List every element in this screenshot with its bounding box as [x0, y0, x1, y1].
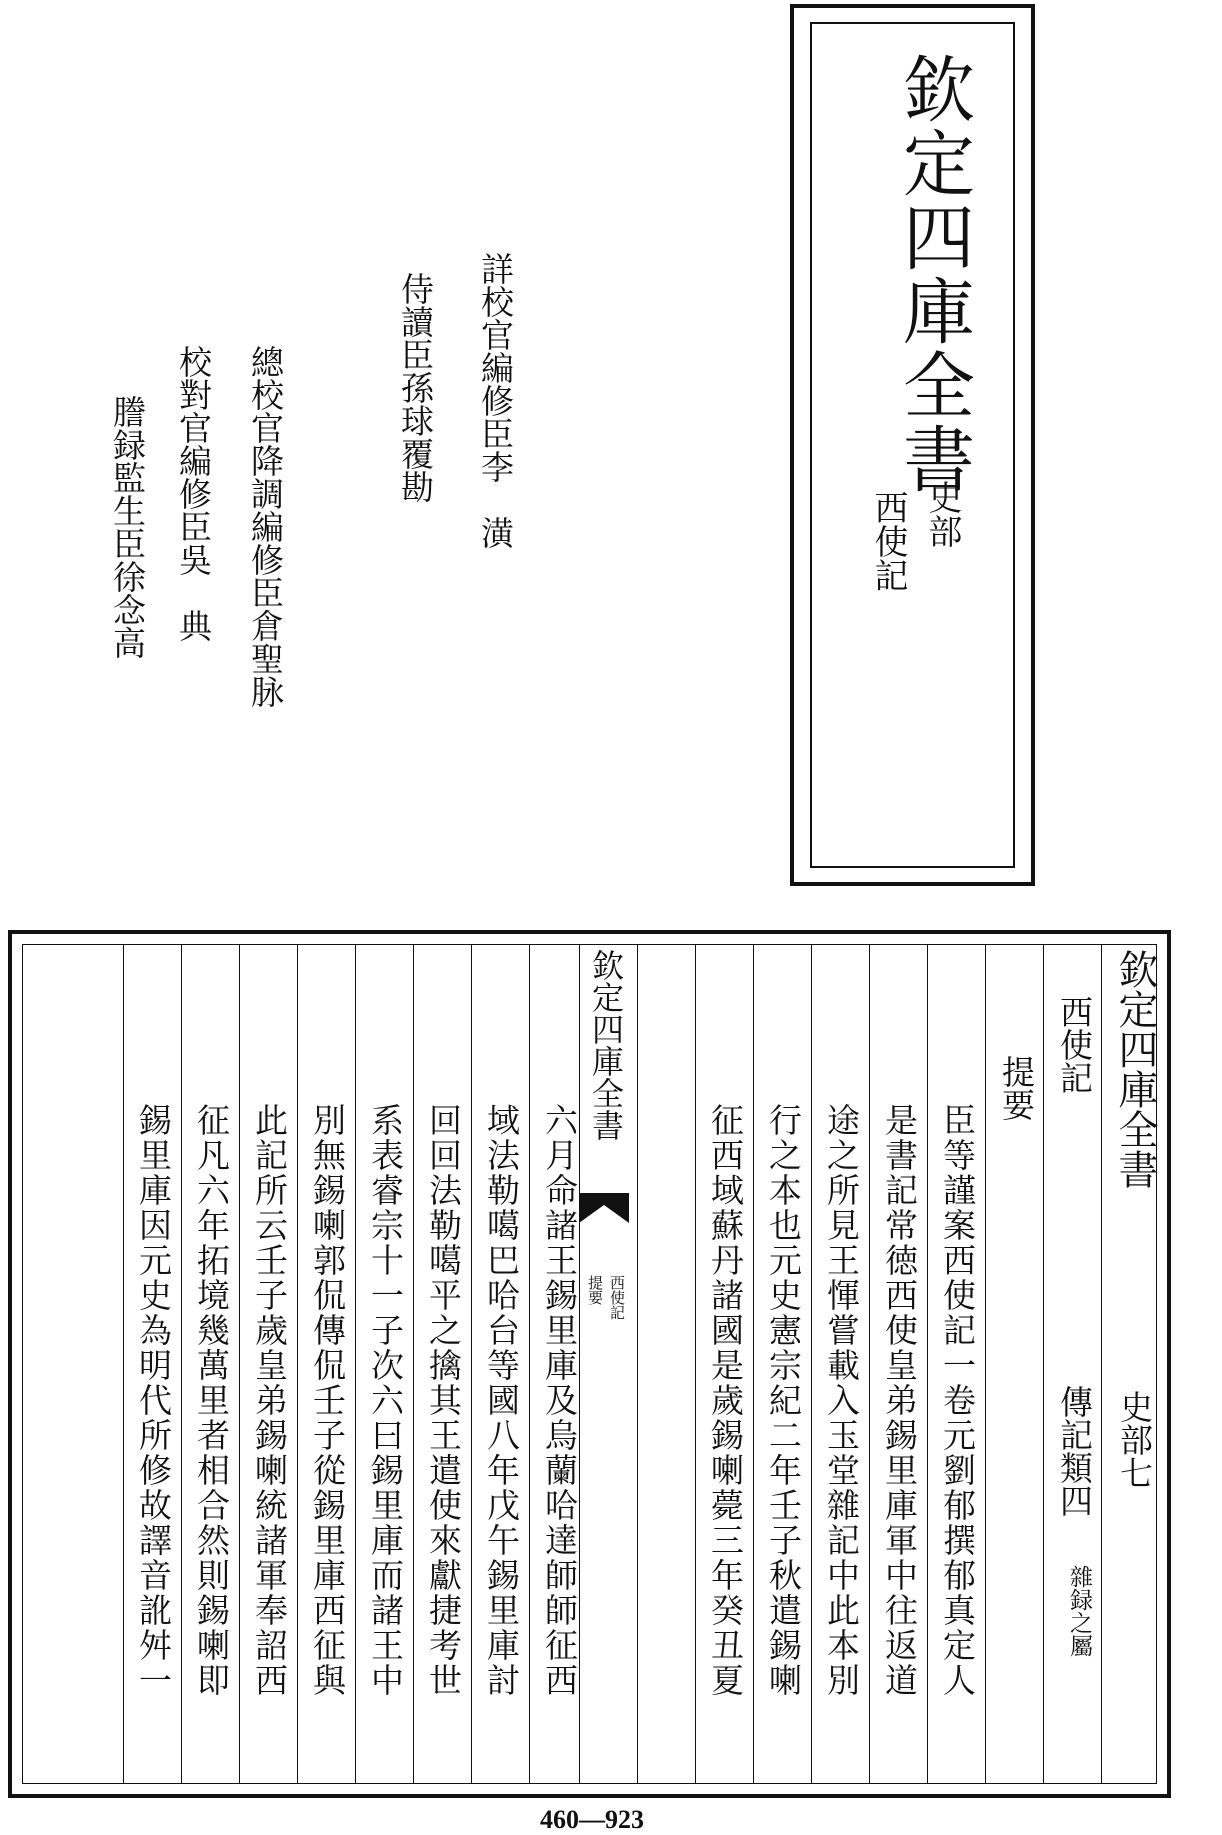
- column-rule: [181, 945, 182, 1783]
- column-rule: [1043, 945, 1044, 1783]
- column-rule: [471, 945, 472, 1783]
- column-rule: [355, 945, 356, 1783]
- tiyao-inner-frame: [22, 944, 1157, 1784]
- tiyao-subtitle: 西使記: [1055, 995, 1094, 1094]
- column-rule: [123, 945, 124, 1783]
- text-line: 行之本也元史憲宗紀二年壬子秋遣錫喇: [764, 1103, 803, 1698]
- text-line: 征西域蘇丹諸國是歲錫喇薨三年癸丑夏: [706, 1103, 745, 1698]
- band-title: 欽定四庫全書: [587, 949, 625, 1141]
- tiyao-dept: 史部七: [1115, 1390, 1154, 1489]
- column-rule: [637, 945, 638, 1783]
- staff-line: [392, 272, 439, 503]
- staff-line: [242, 345, 289, 708]
- column-rule: [413, 945, 414, 1783]
- text-line: 錫里庫因元史為明代所修故譯音訛舛一: [134, 1103, 173, 1698]
- column-rule: [239, 945, 240, 1783]
- cover-inner-frame: [810, 22, 1015, 868]
- column-rule: [985, 945, 986, 1783]
- staff-role: 侍讀: [396, 272, 435, 338]
- band-book: 西使記: [608, 1275, 626, 1320]
- column-rule: [869, 945, 870, 1783]
- staff-name: 生臣徐念高: [108, 494, 147, 659]
- band-label: 提要: [586, 1275, 604, 1305]
- column-rule: [297, 945, 298, 1783]
- staff-name: 臣孫球覆勘: [396, 338, 435, 503]
- text-line: 征凡六年拓境幾萬里者相合然則錫喇即: [192, 1103, 231, 1698]
- staff-role: 校對官編修: [174, 345, 213, 510]
- staff-line: [472, 252, 519, 549]
- text-line: 六月命諸王錫里庫及烏蘭哈達師師征西: [540, 1103, 579, 1698]
- staff-role: 謄録監: [108, 395, 147, 494]
- tiyao-page-frame: [8, 930, 1171, 1798]
- cover-title: 欽定四庫全書: [891, 52, 975, 496]
- staff-role: 詳校官編修: [476, 252, 515, 417]
- staff-line: [170, 345, 217, 642]
- tiyao-category-sub: 雜録之屬: [1066, 1565, 1092, 1657]
- text-line: 途之所見王惲嘗載入玉堂雜記中此本別: [822, 1103, 861, 1698]
- column-rule: [927, 945, 928, 1783]
- staff-name: 臣吳 典: [174, 510, 213, 642]
- text-line: 域法勒噶巴哈台等國八年戊午錫里庫討: [482, 1103, 521, 1698]
- cover-book-title: 西使記: [868, 490, 908, 592]
- cover-frame: [790, 4, 1035, 886]
- tiyao-section-label: 提要: [997, 1055, 1036, 1121]
- text-line: 回回法勒噶平之擒其王遣使來獻捷考世: [424, 1103, 463, 1698]
- text-line: 是書記常徳西使皇弟錫里庫軍中往返道: [880, 1103, 919, 1698]
- column-rule: [753, 945, 754, 1783]
- tiyao-title: 欽定四庫全書: [1112, 949, 1158, 1189]
- text-line: 此記所云壬子歲皇弟錫喇統諸軍奉詔西: [250, 1103, 289, 1698]
- column-rule: [529, 945, 530, 1783]
- staff-line: [104, 395, 151, 659]
- staff-name: 臣倉聖脉: [246, 576, 285, 708]
- cover-dept: 史部: [922, 480, 962, 548]
- column-rule: [811, 945, 812, 1783]
- column-rule: [1101, 945, 1102, 1783]
- column-rule: [695, 945, 696, 1783]
- text-line: 別無錫喇郭侃傳侃壬子從錫里庫西征與: [308, 1103, 347, 1698]
- text-line: 臣等謹案西使記一卷元劉郁撰郁真定人: [938, 1103, 977, 1698]
- staff-name: 臣李 潢: [476, 417, 515, 549]
- folio-number: 460—923: [540, 1805, 644, 1834]
- tiyao-category: 傳記類四: [1055, 1385, 1094, 1517]
- staff-role: 總校官降調編修: [246, 345, 285, 576]
- text-line: 系表睿宗十一子次六曰錫里庫而諸王中: [366, 1103, 405, 1698]
